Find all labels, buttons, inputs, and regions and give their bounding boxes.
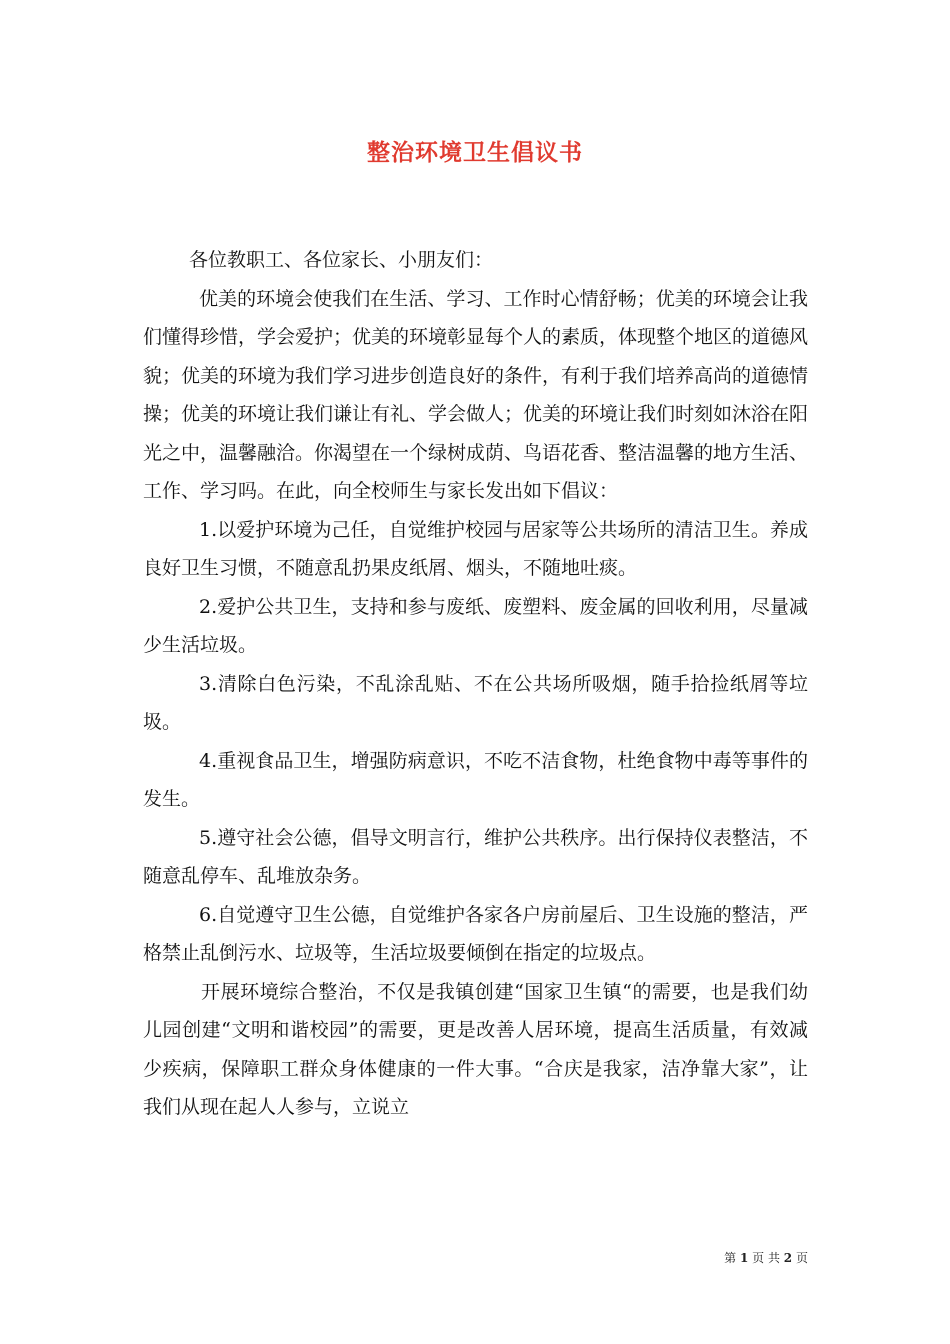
document-body bbox=[143, 241, 808, 1127]
intro-paragraph: 优美的环境会使我们在生活、学习、工作时心情舒畅；优美的环境会让我们懂得珍惜，学会爱护；优美的环境彰显每个人的素质，体现整个地区的道德风貌；优美的环境为我们学习进步创造良好的条件，有利于我们培养高尚的道德情操；优美的环境让我们谦让有礼、学会做人；优美的环境让我们时刻如沐浴在阳光之中，温馨融洽。你渴望在一个绿树成荫、鸟语花香、整洁温馨的地方生活、工作、学习吗。在此，向全校师生与家长发出如下倡议： bbox=[143, 287, 809, 502]
page-footer bbox=[0, 1249, 950, 1266]
footer-total-pages: 2 bbox=[783, 1251, 793, 1265]
footer-current-page: 1 bbox=[739, 1251, 749, 1265]
greeting: 各位教职工、各位家长、小朋友们： bbox=[189, 249, 494, 271]
proposal-item-1: 1.以爱护环境为己任，自觉维护校园与居家等公共场所的清洁卫生。养成良好卫生习惯，不随意乱扔果皮纸屑、烟头，不随地吐痰。 bbox=[143, 518, 808, 579]
proposal-item-3: 3.清除白色污染，不乱涂乱贴、不在公共场所吸烟，随手拾捡纸屑等垃圾。 bbox=[143, 672, 808, 733]
document-title: 整治环境卫生倡议书 bbox=[367, 139, 583, 166]
proposal-item-2: 2.爱护公共卫生，支持和参与废纸、废塑料、废金属的回收利用，尽量减少生活垃圾。 bbox=[143, 595, 808, 656]
footer-suffix: 页 bbox=[795, 1251, 808, 1265]
footer-middle: 页 共 bbox=[752, 1251, 780, 1265]
proposal-item-4: 4.重视食品卫生，增强防病意识，不吃不洁食物，杜绝食物中毒等事件的发生。 bbox=[143, 749, 808, 810]
closing-paragraph: 开展环境综合整治，不仅是我镇创建“国家卫生镇“的需要，也是我们幼儿园创建“文明和谐校园”的需要，更是改善人居环境，提高生活质量，有效减少疾病，保障职工群众身体健康的一件大事。“合庆是我家，洁净靠大家”，让我们从现在起人人参与，立说立 bbox=[143, 980, 808, 1118]
footer-prefix: 第 bbox=[724, 1251, 737, 1265]
proposal-item-6: 6.自觉遵守卫生公德，自觉维护各家各户房前屋后、卫生设施的整洁，严格禁止乱倒污水、垃圾等，生活垃圾要倾倒在指定的垃圾点。 bbox=[143, 903, 808, 964]
proposal-item-5: 5.遵守社会公德，倡导文明言行，维护公共秩序。出行保持仪表整洁，不随意乱停车、乱堆放杂务。 bbox=[143, 826, 808, 887]
